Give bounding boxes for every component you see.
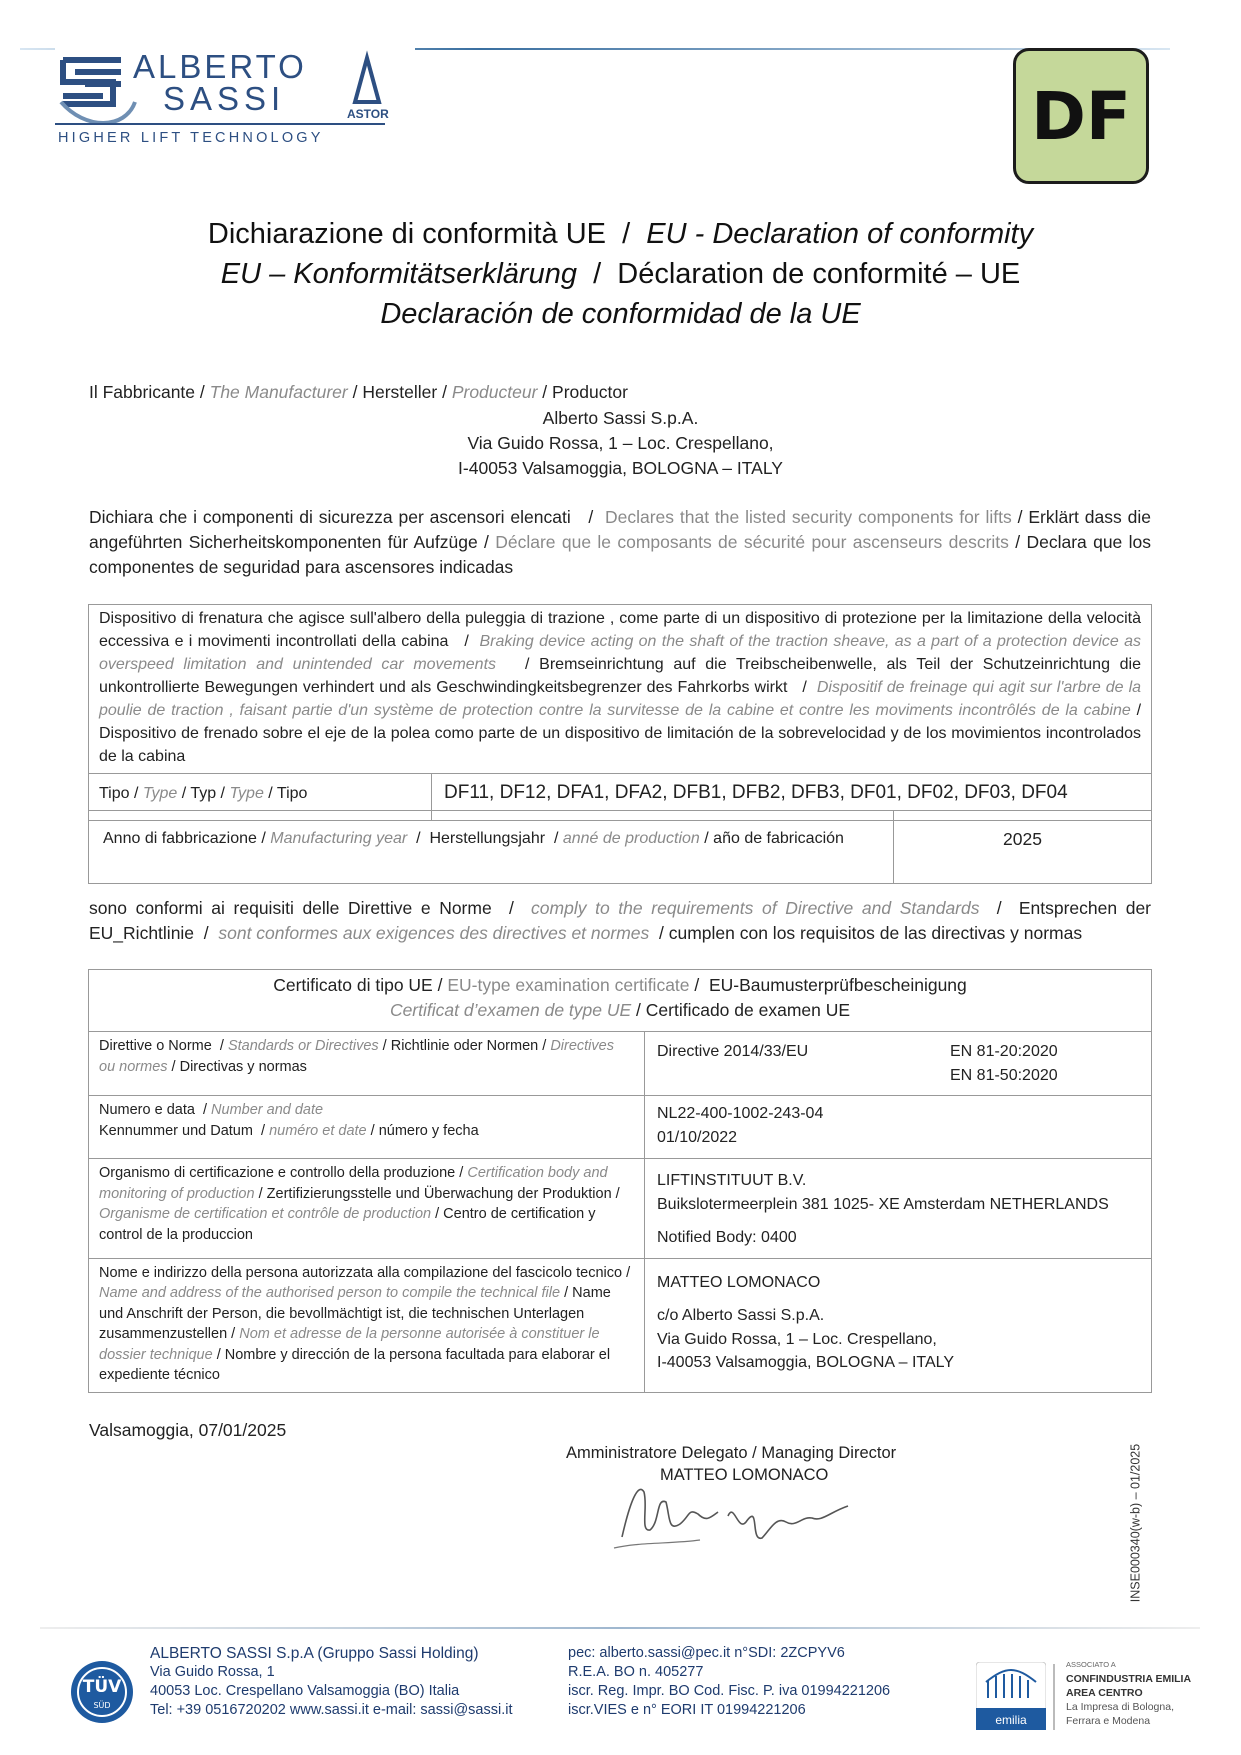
footer-company: ALBERTO SASSI S.p.A (Gruppo Sassi Holding) Via Guido Rossa, 1 40053 Loc. Crespellano Valsamoggia (BO) Italia Tel: +39 0516720202 www.sassi.it e-mail: sassi@sassi.it (150, 1644, 550, 1720)
title-en: EU - Declaration of conformity (646, 218, 1034, 250)
footer-registration: pec: alberto.sassi@pec.it n°SDI: 2ZCPYV6 R.E.A. BO n. 405277 iscr. Reg. Impr. BO Cod. Fisc. P. iva 01994221206 iscr.VIES e n° EORI IT 01994221206 (568, 1644, 928, 1720)
certificate-table (88, 969, 1152, 1393)
certificate-title: Certificato di tipo UE / EU-type examination certificate / EU-Baumusterprüfbescheinigung Certificat d’examen de type UE / Certificado de examen UE (89, 970, 1152, 1032)
directive-value: Directive 2014/33/EU (657, 1043, 809, 1060)
cert-label-body: Organismo di certificazione e controllo della produzione / Certification body and monitoring of production / Zertifizierungsstelle und Überwachung der Produktion / Organisme de certification et contrôle de production / Centro de certification y control de la produccion (89, 1159, 645, 1259)
footer-pec: pec: alberto.sassi@pec.it n°SDI: 2ZCPYV6 (568, 1645, 845, 1661)
cert-row-number (89, 1096, 1152, 1159)
cert-row-person (89, 1258, 1152, 1392)
emilia-logo (976, 1662, 1046, 1730)
declares-paragraph: Dichiara che i componenti di sicurezza per ascensori elencati / Declares that the listed security components for lifts / Erklärt dass die angeführten Sicherheitskomponenten für Aufzüge / Déclare que le composants de sécurité pour ascenseurs descrits / Declara que los componentes de seguridad para ascensores indicadas (89, 507, 1151, 577)
notified-body: Notified Body: 0400 (657, 1229, 797, 1246)
svg-text:SÜD: SÜD (93, 1701, 111, 1710)
authorised-person: MATTEO LOMONACO (657, 1273, 821, 1291)
cert-label-number: Numero e data / Number and date Kennummer und Datum / numéro et date / número y fecha (89, 1096, 645, 1159)
manufacturer-label: Il Fabbricante / The Manufacturer / Hersteller / Producteur / Productor (89, 382, 628, 402)
confindustria-logo: ASSOCIATO A CONFINDUSTRIA EMILIA AREA CENTRO La Impresa di Bologna, Ferrara e Modena (1066, 1660, 1192, 1727)
cert-value-directives (645, 1032, 1152, 1096)
standard-2: EN 81-50:2020 (950, 1066, 1058, 1084)
body-address: Buikslotermeerplein 381 1025- XE Amsterdam NETHERLANDS (657, 1195, 1109, 1213)
logo-brand-sassi: SASSI (163, 80, 286, 117)
person-address-2: I-40053 Valsamoggia, BOLOGNA – ITALY (657, 1354, 955, 1371)
logo-astor: ASTOR (347, 107, 389, 121)
signatory-name: MATTEO LOMONACO (660, 1466, 829, 1484)
device-description: Dispositivo di frenatura che agisce sull'albero della puleggia di trazione , come parte di un dispositivo di protezione per la limitazione della velocità eccessiva e i movimenti incontrollati della cabina / Braking device acting on the shaft of the traction sheave, as a part of a protection device as overspeed limitation and unintended car movements / Bremseinrichtung auf die Treibscheibenwelle, als Teil der Schutzeinrichtung die unkontrollierte Bewegungen verhindert und als Geschwindingkeitsbegrenzer des Fahrkorbs wirkt / Dispositif de freinage qui agit sur l'arbre de la poulie de traction , faisant partie d'un système de protection contre la survitesse de la cabine et contre les moviments incontrôlés de la cabine / Dispositivo de frenado sobre el eje de la polea como parte de un dispositivo de limitación de la sobrevelocidad y de los movimientos incontrolados de la cabina (89, 605, 1152, 774)
certificate-date: 01/10/2022 (657, 1128, 738, 1146)
cert-row-directives (89, 1032, 1152, 1096)
footer-contact: Tel: +39 0516720202 www.sassi.it e-mail: sassi@sassi.it (150, 1702, 513, 1718)
manufacturer-name: Alberto Sassi S.p.A. (542, 408, 699, 428)
title-line-1: Dichiarazione di conformità UE / EU - Declaration of conformity (207, 218, 1034, 250)
person-care-of: c/o Alberto Sassi S.p.A. (657, 1307, 825, 1324)
title-es: Declaración de conformidad de la UE (380, 298, 861, 330)
certificate-number: NL22-400-1002-243-04 (657, 1105, 824, 1122)
title-fr: Déclaration de conformité – UE (617, 258, 1021, 290)
logo-brand-alberto: ALBERTO (133, 48, 307, 85)
cert-value-body (645, 1159, 1152, 1259)
cert-label-directives: Direttive o Norme / Standards or Directives / Richtlinie oder Normen / Directives ou normes / Directivas y normas (89, 1032, 645, 1096)
device-table (88, 604, 1152, 821)
type-value: DF11, DF12, DFA1, DFA2, DFB1, DFB2, DFB3, DF01, DF02, DF03, DF04 (432, 774, 1152, 821)
year-table (88, 810, 1152, 884)
footer-divider (1053, 1664, 1055, 1730)
document-code: INSE000340(w-b) – 01/2025 (1128, 1443, 1143, 1603)
title-it: Dichiarazione di conformità UE (207, 218, 606, 250)
cert-label-person: Nome e indirizzo della persona autorizzata alla compilazione del fascicolo tecnico / Name and address of the authorised person to compile the technical file / Name und Anschrift der Person, die bevollmächtigt ist, die technischen Unterlagen zusammenzustellen / Nom et adresse de la personne autorisée à constituer le dossier technique / Nombre y dirección de la persona facultada para elaborar el expediente técnico (89, 1258, 645, 1392)
body-name: LIFTINSTITUUT B.V. (657, 1172, 807, 1189)
alberto-sassi-logo (55, 40, 415, 150)
manufacturer-address-2: I-40053 Valsamoggia, BOLOGNA – ITALY (458, 458, 783, 478)
standard-1: EN 81-20:2020 (950, 1043, 1058, 1060)
signatory-role: Amministratore Delegato / Managing Director (566, 1444, 897, 1462)
title-de: EU – Konformitätserklärung (220, 258, 577, 290)
tuv-logo (68, 1652, 136, 1734)
cert-value-person (645, 1258, 1152, 1392)
person-address-1: Via Guido Rossa, 1 – Loc. Crespellano, (657, 1330, 937, 1348)
cert-value-number (645, 1096, 1152, 1159)
cert-row-body (89, 1159, 1152, 1259)
comply-paragraph: sono conformi ai requisiti delle Direttive e Norme / comply to the requirements of Directive and Standards / Entsprechen der EU_Richtlinie / sont conformes aux exigences des directives et normes / cumplen con los requisitos de las directivas y normas (89, 898, 1152, 943)
footer-rule (40, 1627, 1200, 1629)
year-label: Anno di fabbricazione / Manufacturing year / Herstellungsjahr / anné de production / año de fabricación (89, 811, 894, 884)
logo-tagline: HIGHER LIFT TECHNOLOGY (58, 130, 324, 146)
svg-text:TÜV: TÜV (82, 1677, 122, 1697)
place-date: Valsamoggia, 07/01/2025 (89, 1420, 287, 1440)
title-line-2: EU – Konformitätserklärung / Déclaration de conformité – UE (220, 258, 1021, 290)
signature (610, 1472, 870, 1552)
title-line-3 (0, 298, 1241, 331)
svg-text:emilia: emilia (995, 1713, 1027, 1727)
document-badge: DF (1013, 48, 1149, 184)
year-value: 2025 (894, 811, 1152, 884)
type-label: Tipo / Type / Typ / Type / Tipo (89, 774, 432, 821)
manufacturer-address-1: Via Guido Rossa, 1 – Loc. Crespellano, (467, 433, 774, 453)
